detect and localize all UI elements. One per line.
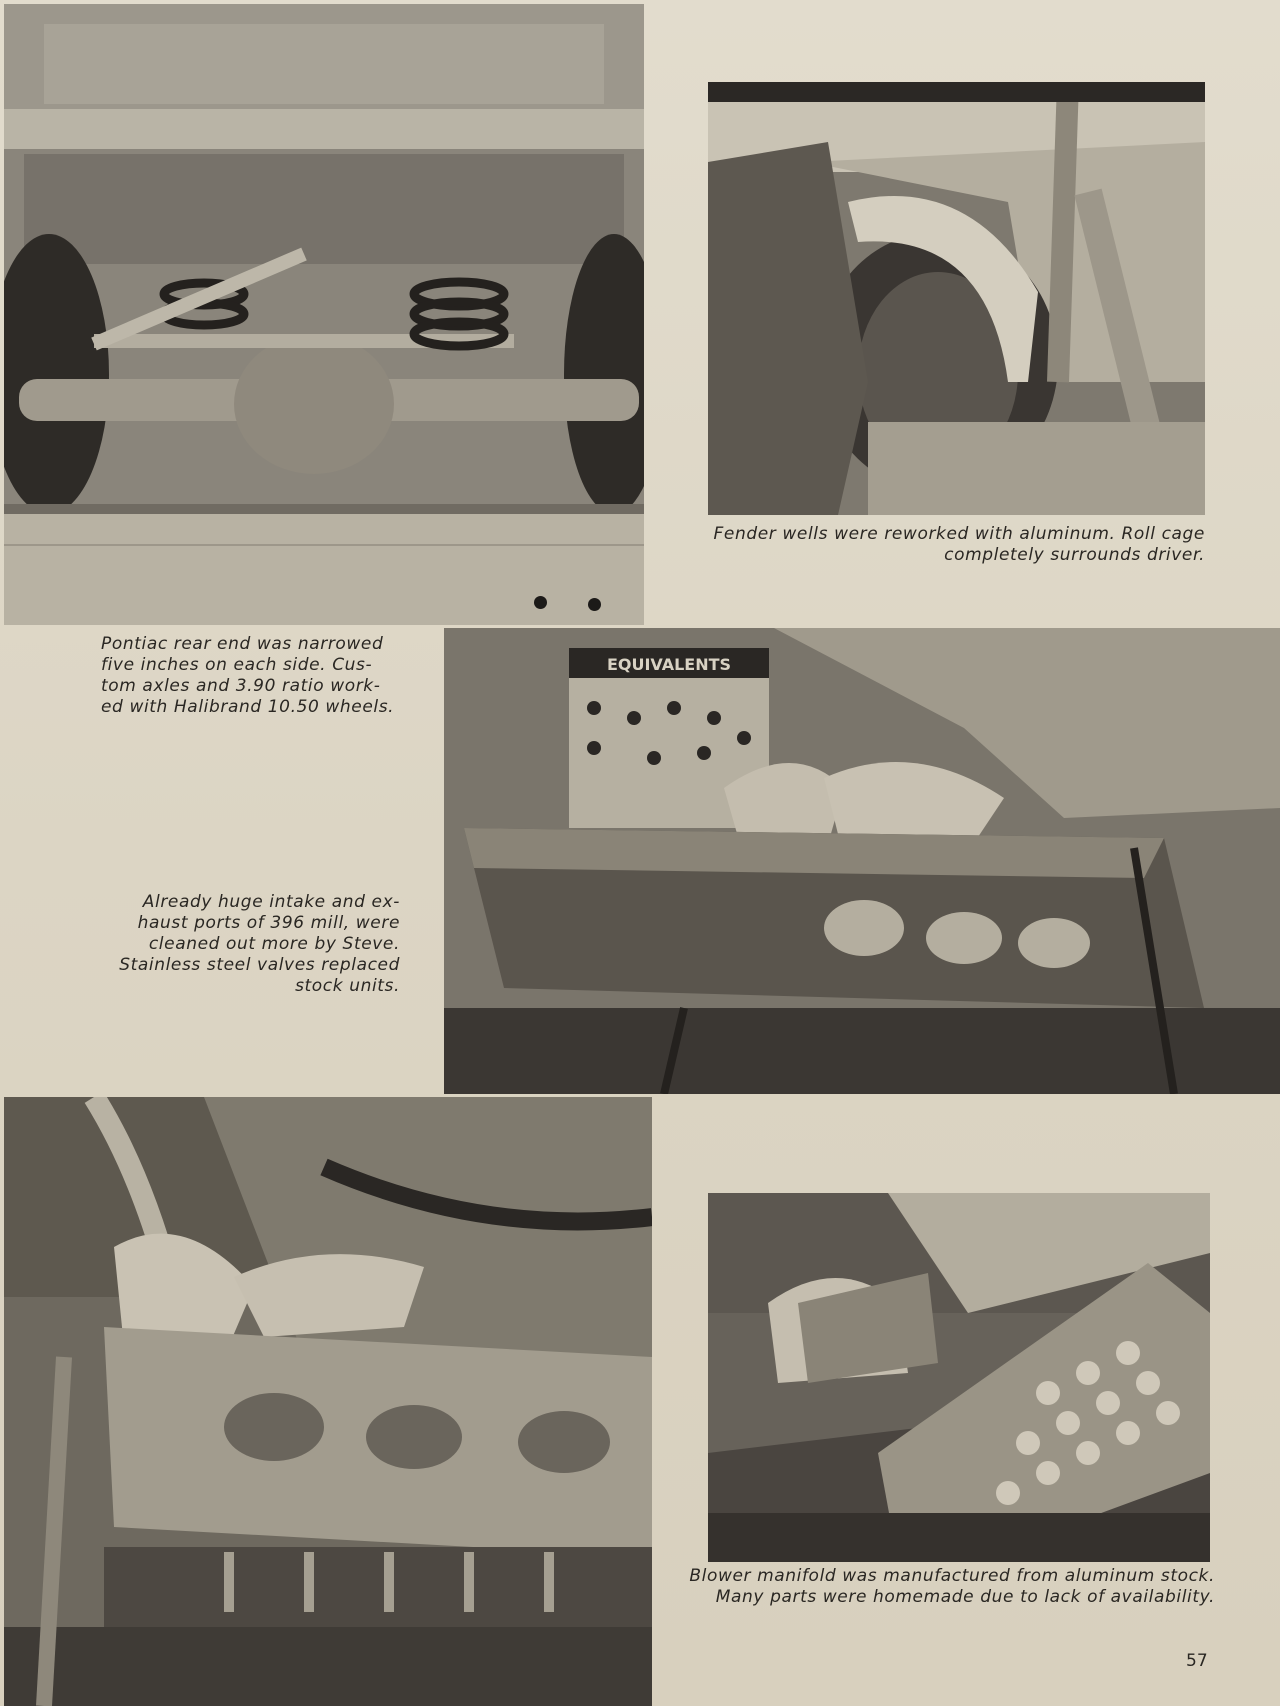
- bullet-dot: [588, 598, 601, 611]
- fender-wells-caption: Fender wells were reworked with aluminum. Roll cage completely surrounds driver.: [713, 524, 1205, 565]
- port-grinding-closeup-photo: [4, 1097, 652, 1706]
- blower-manifold-photo: [708, 1193, 1210, 1562]
- page-number: 57: [1186, 1651, 1208, 1671]
- equivalents-sign-text: EQUIVALENTS: [606, 655, 732, 674]
- fender-well-photo: [708, 82, 1205, 515]
- rear-axle-photo: [4, 4, 644, 625]
- rear-end-caption: Pontiac rear end was narrowed five inches on each side. Cus- tom axles and 3.90 ratio work- ed with Halibrand 10.50 wheels.: [101, 634, 395, 717]
- ports-caption: Already huge intake and ex- haust ports of 396 mill, were cleaned out more by Steve. Stainless steel valves replaced stock units.: [119, 892, 400, 996]
- bullet-dot: [534, 596, 547, 609]
- cylinder-head-porting-photo: [444, 628, 1280, 1094]
- blower-manifold-caption: Blower manifold was manufactured from aluminum stock. Many parts were homemade due to lack of availability.: [689, 1566, 1215, 1607]
